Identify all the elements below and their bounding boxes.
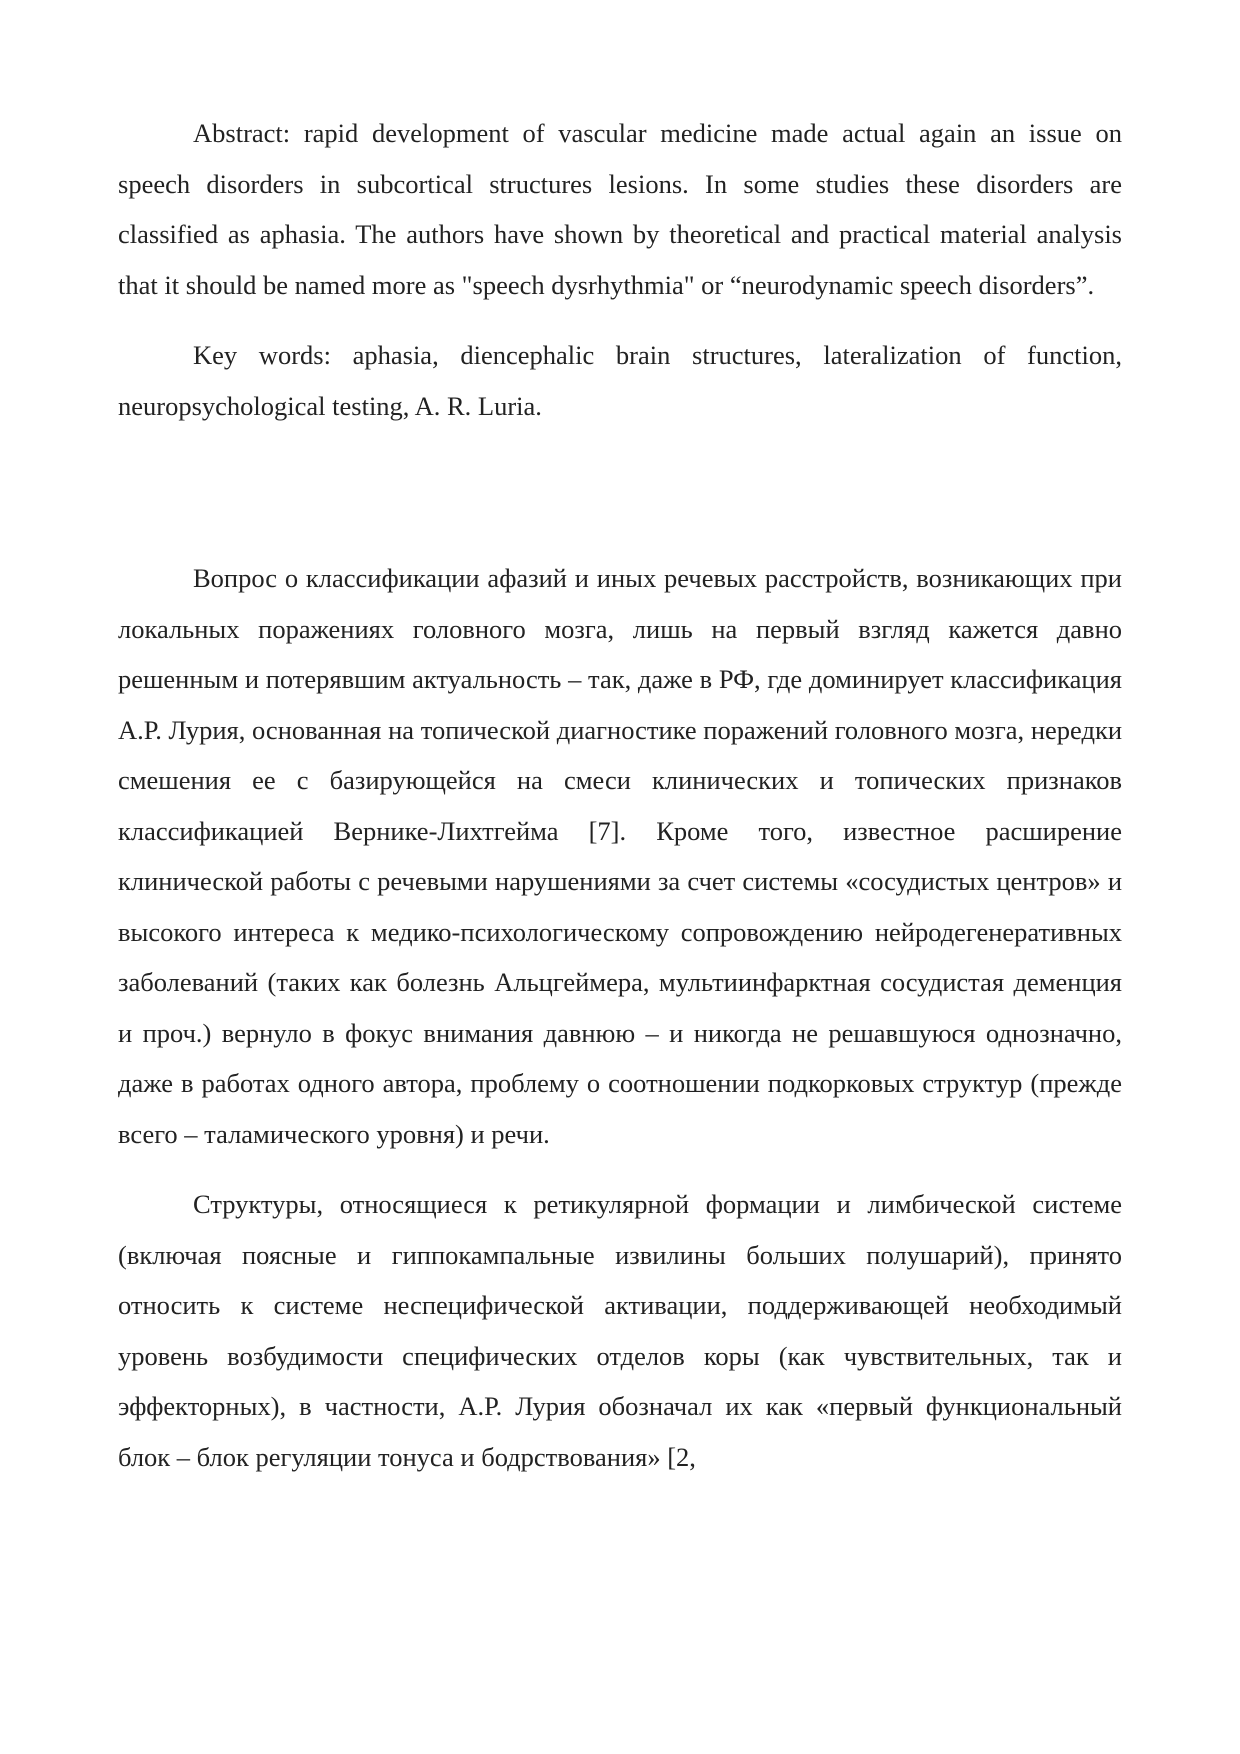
document-page xyxy=(118,108,1122,1482)
body-paragraph-2: Структуры, относящиеся к ретикулярной формации и лимбической системе (включая поясные и гиппокампальные извилины больших полушарий), принято относить к системе неспецифической активации, поддерживающей необходимый уровень возбудимости специфических отделов коры (как чувствительных, так и эффекторных), в частности, А.Р. Лурия обозначал их как «первый функциональный блок – блок регуляции тонуса и бодрствования» [2, xyxy=(118,1189,1122,1472)
body-paragraph-1: Вопрос о классификации афазий и иных речевых расстройств, возникающих при локальных поражениях головного мозга, лишь на первый взгляд кажется давно решенным и потерявшим актуальность – так, даже в РФ, где доминирует классификация А.Р. Лурия, основанная на топической диагностике поражений головного мозга, нередки смешения ее с базирующейся на смеси клинических и топических признаков классификацией Вернике-Лихтгейма [7]. Кроме того, известное расширение клинической работы с речевыми нарушениями за счет системы «сосудистых центров» и высокого интереса к медико-психологическому сопровождению нейродегенеративных заболеваний (таких как болезнь Альцгеймера, мультиинфарктная сосудистая деменция и проч.) вернуло в фокус внимания давнюю – и никогда не решавшуюся однозначно, даже в работах одного автора, проблему о соотношении подкорковых структур (прежде всего – таламического уровня) и речи. xyxy=(118,563,1122,1149)
keywords-paragraph: Key words: aphasia, diencephalic brain structures, lateralization of function, neuropsychological testing, A. R. Luria. xyxy=(118,340,1122,421)
abstract-paragraph: Abstract: rapid development of vascular medicine made actual again an issue on speech disorders in subcortical structures lesions. In some studies these disorders are classified as aphasia. The authors have shown by theoretical and practical material analysis that it should be named more as "speech dysrhythmia" or “neurodynamic speech disorders”. xyxy=(118,118,1122,300)
